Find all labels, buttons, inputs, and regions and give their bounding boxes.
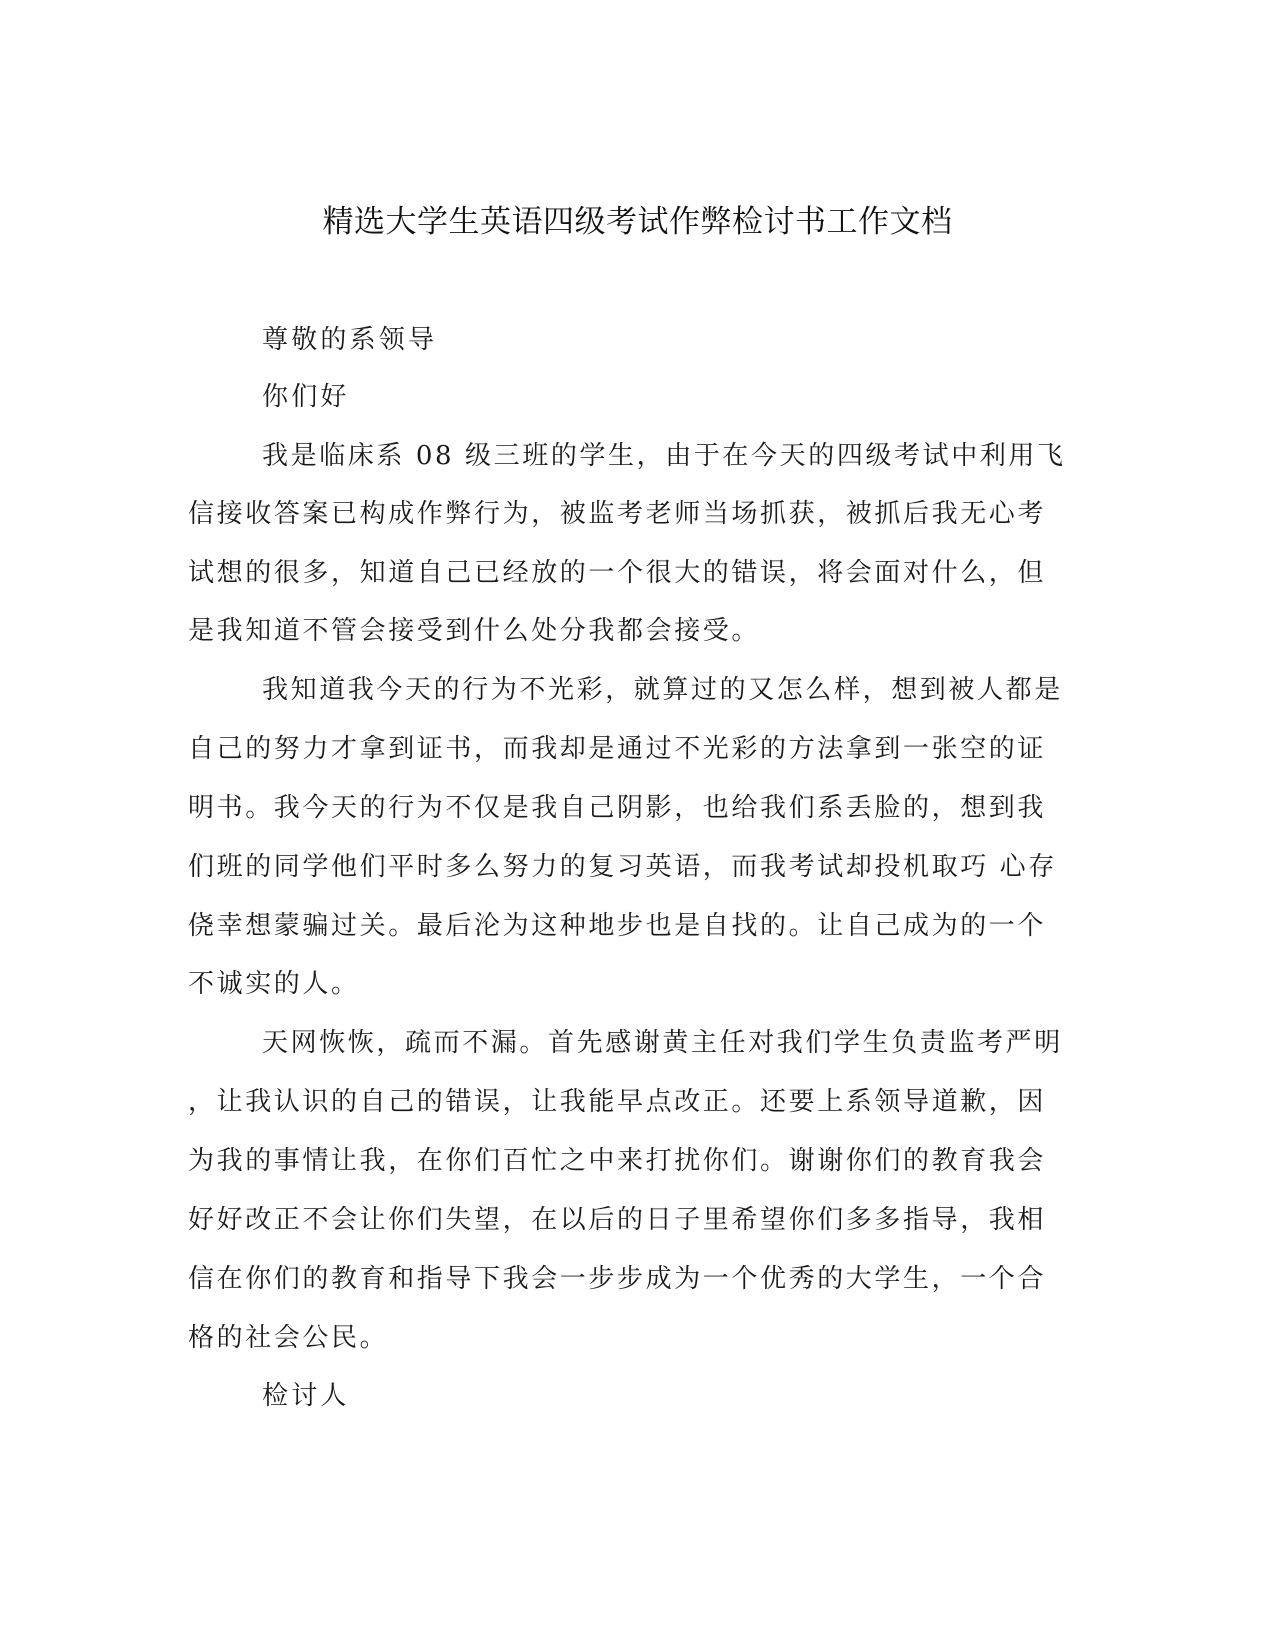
paragraph-3-line-1: 天网恢恢，疏而不漏。首先感谢黄主任对我们学生负责监考严明	[262, 1028, 1063, 1058]
paragraph-1-line-2: 信接收答案已构成作弊行为，被监考老师当场抓获，被抓后我无心考	[188, 499, 1047, 529]
paragraph-3-line-2: ，让我认识的自己的错误，让我能早点改正。还要上系领导道歉，因	[188, 1087, 1047, 1117]
salutation: 尊敬的系领导	[262, 325, 438, 355]
paragraph-3-line-3: 为我的事情让我，在你们百忙之中来打扰你们。谢谢你们的教育我会	[188, 1146, 1047, 1176]
paragraph-3-line-6: 格的社会公民。	[188, 1323, 389, 1353]
paragraph-2-line-6: 不诚实的人。	[188, 969, 360, 999]
paragraph-3-line-4: 好好改正不会让你们失望，在以后的日子里希望你们多多指导，我相	[188, 1205, 1047, 1235]
greeting: 你们好	[262, 382, 350, 412]
paragraph-2-line-5: 侥幸想蒙骗过关。最后沦为这种地步也是自找的。让自己成为的一个	[188, 911, 1047, 941]
paragraph-3-line-5: 信在你们的教育和指导下我会一步步成为一个优秀的大学生，一个合	[188, 1264, 1047, 1294]
signature-label: 检讨人	[262, 1381, 350, 1411]
paragraph-2-line-2: 自己的努力才拿到证书，而我却是通过不光彩的方法拿到一张空的证	[188, 734, 1047, 764]
paragraph-1-line-3: 试想的很多，知道自己已经放的一个很大的错误，将会面对什么，但	[188, 558, 1047, 588]
paragraph-2-line-1: 我知道我今天的行为不光彩，就算过的又怎么样，想到被人都是	[262, 675, 1063, 705]
paragraph-1-line-4: 是我知道不管会接受到什么处分我都会接受。	[188, 616, 761, 646]
document-title: 精选大学生英语四级考试作弊检讨书工作文档	[322, 204, 953, 240]
paragraph-2-line-4: 们班的同学他们平时多么努力的复习英语，而我考试却投机取巧 心存	[188, 852, 1057, 882]
paragraph-1-line-1: 我是临床系 08 级三班的学生，由于在今天的四级考试中利用飞	[262, 441, 1066, 471]
paragraph-2-line-3: 明书。我今天的行为不仅是我自己阴影，也给我们系丢脸的，想到我	[188, 793, 1047, 823]
